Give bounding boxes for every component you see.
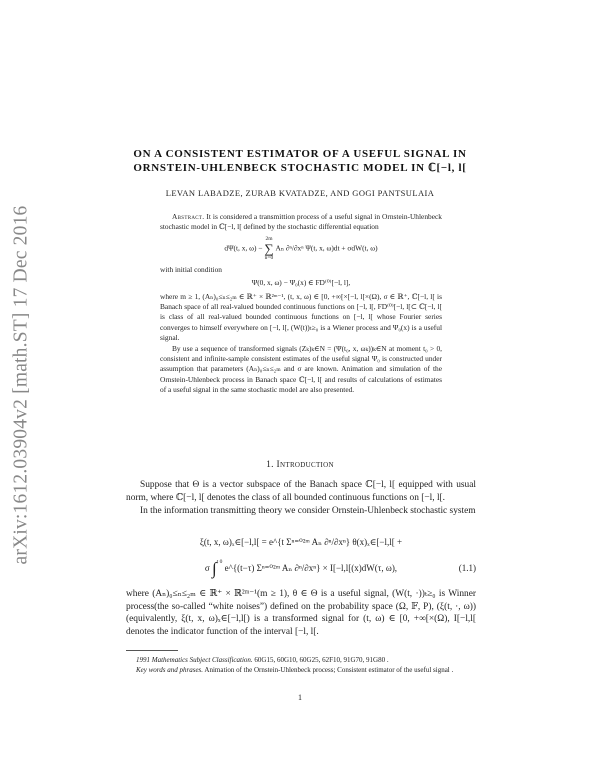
initial-condition-label: with initial condition: [160, 264, 222, 274]
equation-1-1-line-2: [126, 559, 476, 579]
equation-sigma: σ: [204, 563, 210, 574]
equation-sde: [160, 236, 442, 262]
authors: LEVAN LABADZE, ZURAB KVATADZE, AND GOGI PANTSULAIA: [165, 188, 435, 198]
section-number: 1.: [266, 460, 274, 470]
page-number: 1: [298, 693, 302, 702]
equation-1-1-integrand: e^{(t−τ) Σⁿ⁼⁰²ᵐ Aₙ ∂ⁿ/∂xⁿ} × I[−l,l[(x)dW(τ, ω),: [224, 563, 398, 574]
keywords-text: Animation of the Ornstein-Uhlenbeck process; Consistent estimator of the useful signal .: [204, 665, 454, 674]
intro-text: [126, 479, 476, 518]
footnote-msc: [126, 656, 476, 666]
msc-label: 1991 Mathematics Subject Classification.: [136, 656, 253, 664]
equation-1-1: [126, 537, 476, 581]
equation-1-1-line-1: ξ(t, x, ω)ₓ∈[−l,l[ = e^{t Σⁿ⁼⁰²ᵐ Aₙ ∂ⁿ/∂xⁿ} θ(x)ₓ∈[−l,l[ +: [199, 537, 403, 547]
abstract-paragraph-3: By use a sequence of transformed signals (Zₖ)ₖ∈N = (Ψ(t₀, x, ωₖ))ₖ∈N at moment t₀ > 0, consistent and infinite-sample consistent estimates of the useful signal Ψ₀ is constructed under assumption that parameters (Aₙ)₀≤ₙ≤₂ₘ and σ are known. Animation and simulation of the Ornstein-Uhlenbeck process in Banach space ℂ[−l, l[ and results of calculations of estimates of a useful signal in the same stochastic model are also presented.: [160, 343, 442, 395]
footnote-rule: [126, 650, 178, 651]
sum-sign-glyph: ∑: [264, 240, 274, 256]
arxiv-stamp-text: arXiv:1612.03904v2 [math.ST] 17 Dec 2016: [10, 205, 32, 565]
equation-number: (1.1): [458, 563, 476, 573]
integral-limits: t 0: [216, 559, 223, 565]
msc-codes: 60G15, 60G10, 60G25, 62F10, 91G70, 91G80 .: [254, 656, 389, 664]
keywords-label: Key words and phrases.: [136, 665, 204, 674]
footnotes: [126, 656, 476, 675]
equation-sde-lhs: dΨ(t, x, ω) −: [224, 243, 263, 253]
equation-initial-condition: Ψ(0, x, ω) − Ψ₀(x) ∈ FD⁽⁰⁾[−l, l],: [251, 278, 351, 288]
paper-title: [120, 147, 480, 175]
section-title: Introduction: [276, 460, 334, 470]
abstract-paragraph-2: where m ≥ 1, (Aₙ)₀≤ₙ≤₂ₘ ∈ ℝ⁺ × ℝ²ᵐ⁻¹, (t, x, ω) ∈ [0, +∞[×[−l, l[×(Ω), σ ∈ ℝ⁺, ℂ[−l, l[ is Banach space of all real-valued bounded continuous functions on [−l, l[, FD⁽⁰⁾[−l, l[⊂ ℂ[−l, l[ is class of all real-valued bounded continuous functions on [−l, l[ whose Fourier series converges to himself everywhere on [−l, l[, (W(t))ₜ≥₀ is a Wiener process and Ψ₀(x) is a useful signal.: [160, 291, 442, 343]
sum-lower-limit: n=0: [264, 254, 274, 261]
integral-sign: ∫: [212, 559, 217, 578]
title-line-1: ON A CONSISTENT ESTIMATOR OF A USEFUL SIGNAL IN: [133, 148, 467, 160]
abstract-label: Abstract.: [172, 212, 205, 221]
sum-symbol: [264, 236, 273, 262]
intro-paragraph-1: Suppose that Θ is a vector subspace of the Banach space ℂ[−l, l[ equipped with usual norm, where ℂ[−l, l[ denotes the class of all bounded continuous functions on [−l, l[.: [126, 480, 476, 503]
abstract-text-1: It is considered a transmittion process of a useful signal in Ornstein-Uhlenbeck stochastic model in ℂ[−l, l[ defined by the stochastic differential equation: [160, 212, 442, 232]
abstract-paragraph-1: [160, 212, 442, 233]
equation-sde-rhs: Aₙ ∂ⁿ/∂xⁿ Ψ(t, x, ω)dt + σdW(t, ω): [275, 243, 378, 253]
intro-paragraph-2: In the information transmitting theory we consider Ornstein-Uhlenbeck stochastic system: [140, 506, 476, 516]
intro-paragraph-3: where (Aₙ)₀≤ₙ≤₂ₘ ∈ ℝ⁺ × ℝ²ᵐ⁻¹(m ≥ 1), θ ∈ Θ is a useful signal, (W(t, ·))ₜ≥₀ is Winner process(the so-called “white noises”) defined on the probability space (Ω, 𝔽, P), (ξ(t, ·, ω))(equivalently, ξ(t, x, ω)ₓ∈[−l,l[) is a transformed signal for (t, ω) ∈ [0, +∞[×(Ω), I[−l,l[ denotes the indicator function of the interval [−l, l[.: [126, 589, 476, 637]
arxiv-stamp: [4, 150, 38, 620]
section-heading: [120, 460, 480, 470]
title-line-2: ORNSTEIN-UHLENBECK STOCHASTIC MODEL IN ℂ[−l, l[: [133, 162, 467, 174]
footnote-keywords: [126, 666, 476, 676]
sum-upper-limit: 2m: [265, 235, 273, 242]
abstract: [160, 212, 442, 396]
